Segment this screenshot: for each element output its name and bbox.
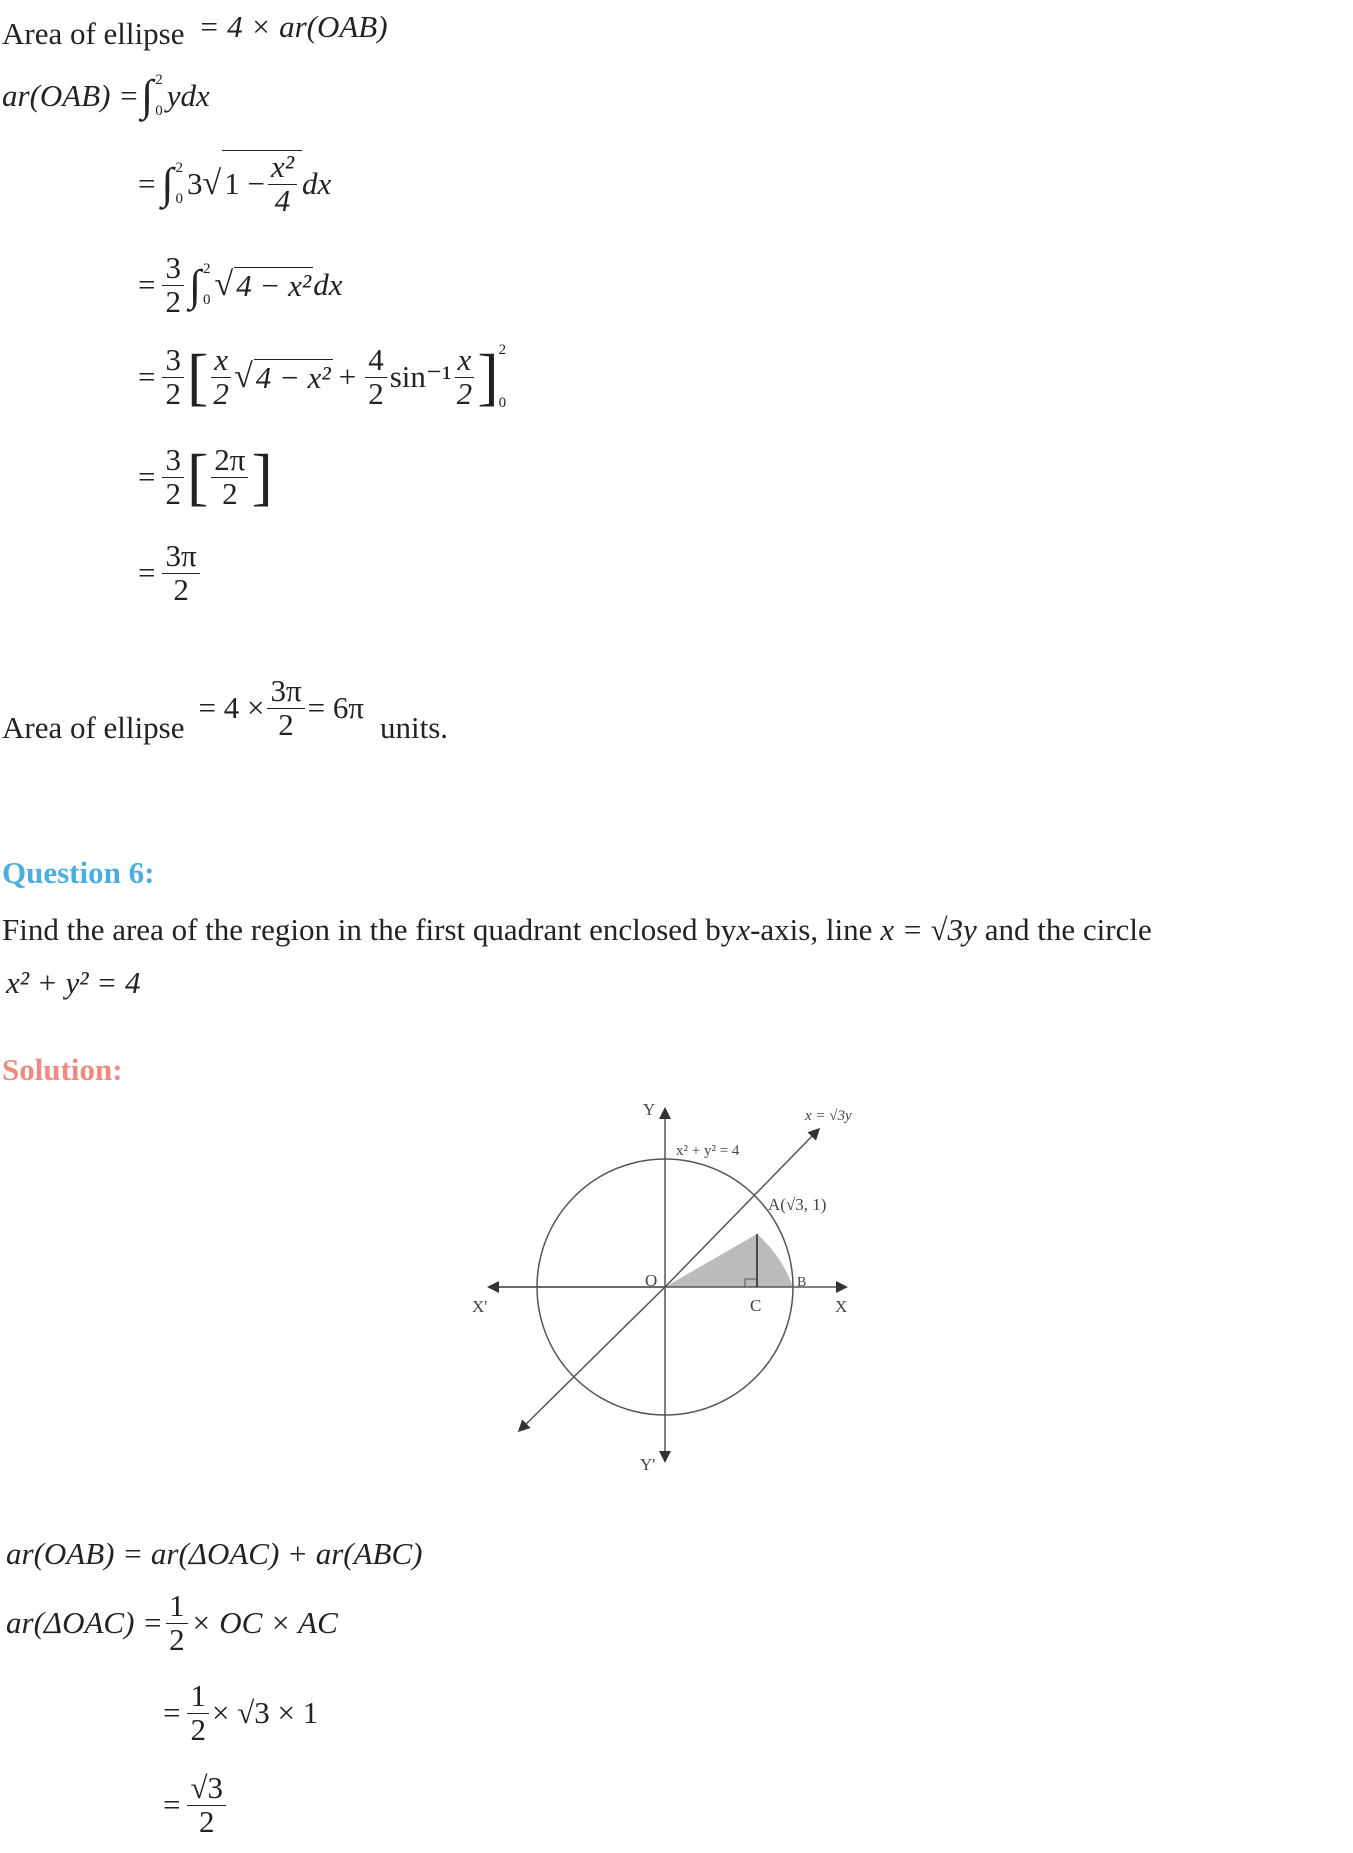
- den: 2: [213, 375, 229, 411]
- text: Find the area of the region in the first quadrant enclosed by: [2, 912, 737, 947]
- upper-limit: 2: [155, 71, 163, 88]
- dx: dx: [302, 165, 332, 201]
- equals: =: [138, 267, 156, 303]
- num: x: [211, 344, 231, 378]
- circle-diagram: [460, 1080, 900, 1480]
- den: 2: [368, 375, 384, 411]
- label-circle: x² + y² = 4: [676, 1143, 740, 1159]
- equals: =: [138, 459, 156, 495]
- area-sum-line: ar(OAB) = ar(ΔOAC) + ar(ABC): [6, 1536, 423, 1571]
- equals: =: [138, 555, 156, 591]
- den: 2: [165, 375, 181, 411]
- label-a: A(√3, 1): [768, 1195, 827, 1214]
- den: 2: [165, 475, 181, 511]
- math: ydx: [166, 77, 210, 113]
- num: 4: [365, 344, 387, 378]
- coef: 3: [187, 165, 203, 201]
- label-y-neg: Y': [640, 1455, 656, 1474]
- triangle-area-result: [163, 1772, 229, 1838]
- text: -axis, line: [750, 912, 873, 947]
- text: Area of ellipse: [2, 710, 185, 745]
- upper-limit: 2: [203, 261, 211, 278]
- circle-equation: x² + y² = 4: [6, 965, 141, 1000]
- line-area-result: [2, 670, 448, 746]
- math: ar(OAB) =: [2, 77, 140, 113]
- triangle-area-line: [6, 1590, 338, 1656]
- label-y: Y: [643, 1100, 656, 1119]
- line-step-1: = ∫ 2 0 3 √ 1 − $\frac{\text{x²}}{4}$ dx: [138, 149, 332, 218]
- den: 2: [169, 1621, 185, 1657]
- num: 3: [162, 252, 184, 286]
- num: 3: [162, 444, 184, 478]
- label-o: O: [645, 1271, 658, 1290]
- triangle-area-step: [163, 1680, 318, 1746]
- num: 3: [162, 344, 184, 378]
- math: = 6π: [307, 690, 364, 725]
- equals: =: [138, 165, 156, 201]
- label-x-neg: X': [472, 1297, 488, 1316]
- label-line: x = √3y: [805, 1108, 852, 1124]
- lower-limit: 0: [498, 395, 507, 411]
- question-text: [2, 912, 1152, 948]
- upper-limit: 2: [175, 159, 184, 176]
- label-b: B: [797, 1275, 807, 1290]
- num: 1: [187, 1680, 209, 1714]
- radicand: 4 − x²: [255, 359, 331, 395]
- label-c: C: [750, 1296, 762, 1315]
- equals: =: [163, 1787, 181, 1823]
- label-x: X: [835, 1297, 848, 1316]
- num: 1: [166, 1590, 188, 1624]
- math: = 4 × ar(OAB): [198, 9, 388, 44]
- integral-sign: ∫: [161, 159, 174, 209]
- math: ar(ΔOAC) =: [6, 1605, 164, 1641]
- math: × √3 × 1: [211, 1695, 319, 1731]
- den: 2: [456, 375, 473, 411]
- lower-limit: 0: [203, 292, 211, 309]
- math: = 4 ×: [198, 690, 265, 725]
- line-ar-oab: [2, 70, 210, 121]
- line-area-ellipse: [2, 9, 388, 52]
- num: √3: [187, 1772, 226, 1806]
- num: 3π: [267, 675, 304, 709]
- den: 2: [190, 1711, 206, 1747]
- den: 2: [173, 571, 189, 607]
- question-heading: Question 6:: [2, 855, 155, 890]
- den: 2: [165, 283, 181, 319]
- text: Area of ellipse: [2, 16, 185, 51]
- upper-limit: 2: [498, 342, 507, 358]
- math: x: [736, 912, 751, 947]
- solution-heading: Solution:: [2, 1052, 123, 1087]
- radicand: 4 − x²: [236, 267, 312, 303]
- num: 2π: [211, 444, 248, 478]
- math: x = √3y: [880, 912, 977, 947]
- shaded-region: [665, 1234, 793, 1287]
- integral-sign: ∫: [188, 260, 202, 310]
- plus: +: [338, 359, 357, 394]
- num: x²: [268, 151, 297, 185]
- den: 2: [278, 706, 294, 742]
- text: units.: [380, 710, 449, 745]
- den: 4: [274, 182, 291, 218]
- lower-limit: 0: [175, 190, 184, 207]
- equals: =: [163, 1695, 181, 1731]
- lower-limit: 0: [155, 102, 163, 119]
- line-step-4: = $\frac{3}{2}$ [ $\frac{2\pi}{2}$ ]: [138, 441, 273, 513]
- math: × OC × AC: [190, 1605, 338, 1641]
- equals: =: [138, 359, 156, 394]
- text: and the circle: [984, 912, 1152, 947]
- math: 1 −: [224, 166, 265, 202]
- num: 3π: [162, 540, 199, 574]
- den: 2: [198, 1803, 215, 1839]
- line-step-5: [138, 540, 203, 606]
- num: x: [455, 344, 475, 378]
- den: 2: [222, 475, 238, 511]
- line-step-2: = $\frac{3}{2}$ ∫ 2 0 √ 4 − x² dx: [138, 250, 343, 319]
- line-step-3: = $\frac{3}{2}$ [ $\frac{x}{2}$ √ 4 − x² + $\frac{4}{2}$ sin⁻¹ $\frac{x}{2}$ ] 2 0: [138, 341, 507, 412]
- dx: dx: [313, 267, 343, 303]
- sin-inverse: sin⁻¹: [389, 359, 452, 394]
- integral-sign: ∫: [141, 71, 154, 120]
